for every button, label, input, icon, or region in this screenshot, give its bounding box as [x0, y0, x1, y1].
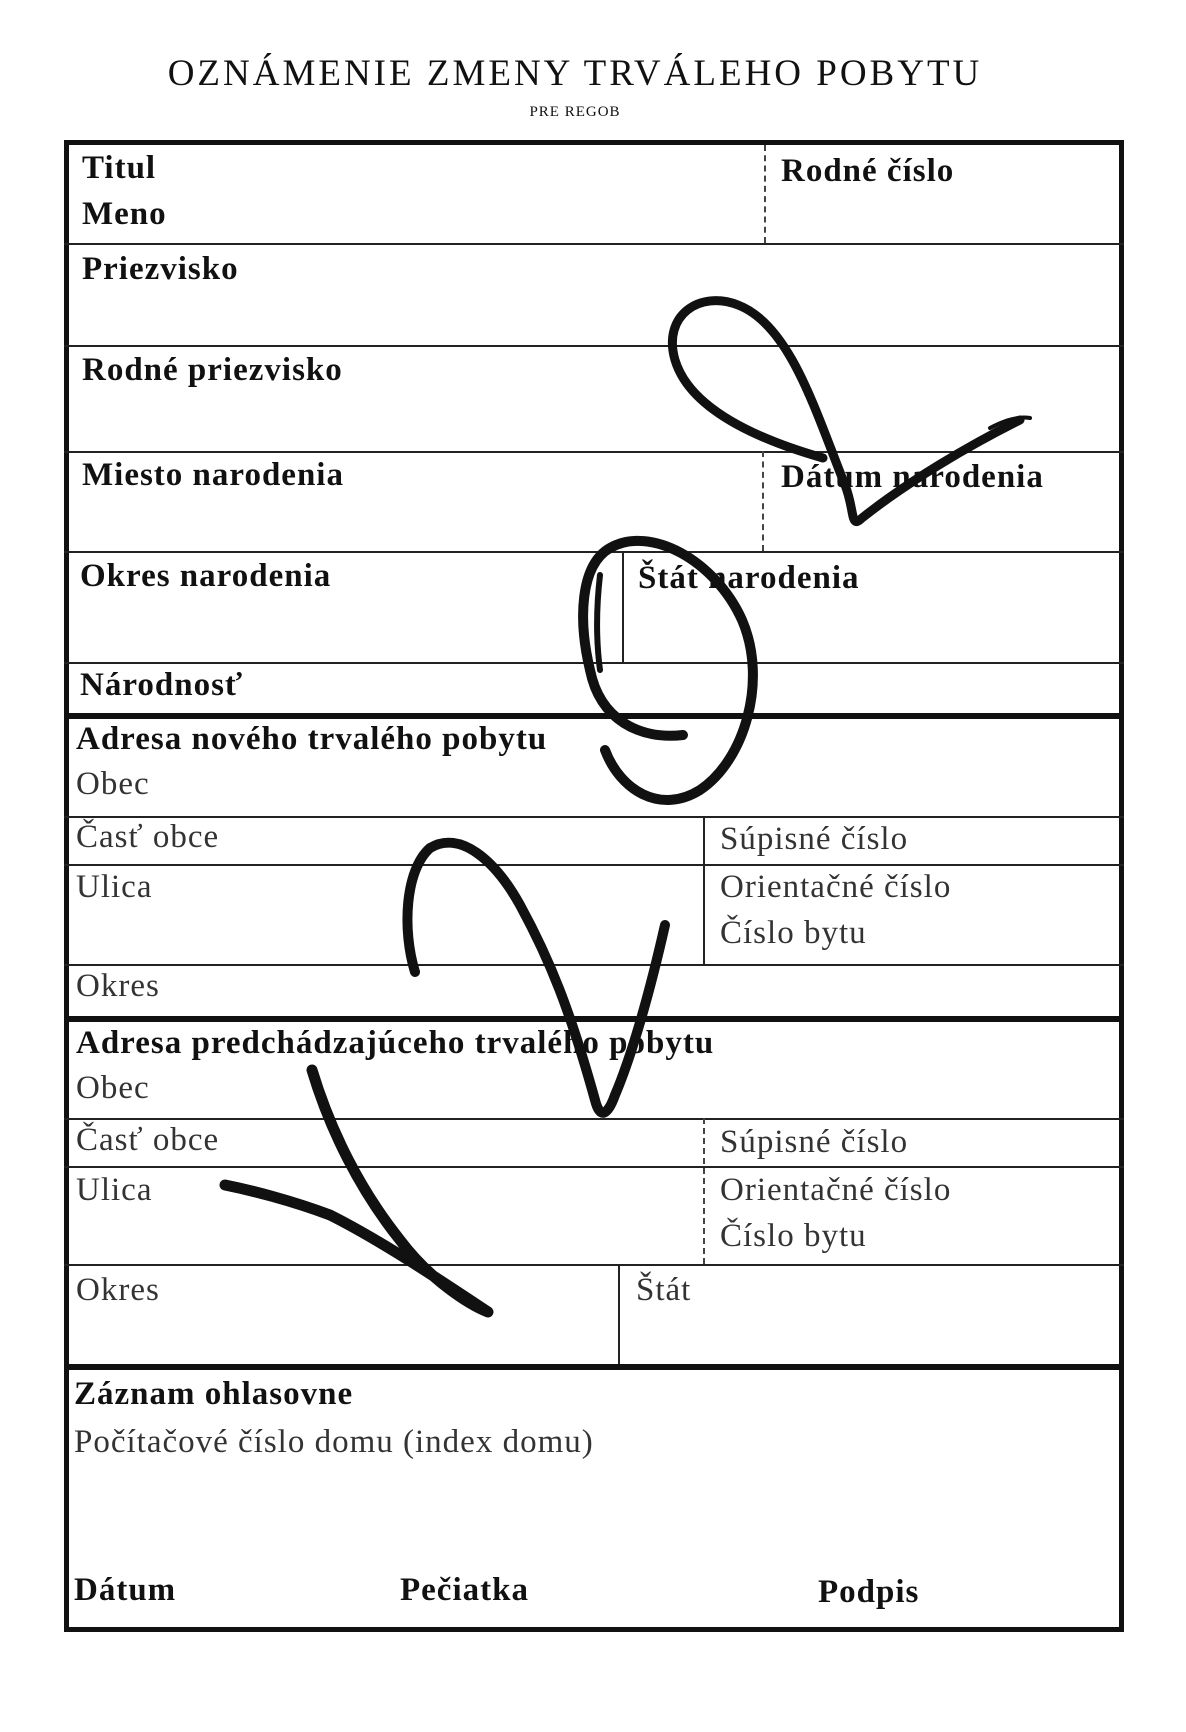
label-meno: Meno [82, 196, 167, 232]
rule-new-ulica [64, 964, 1124, 966]
label-okres-narodenia: Okres narodenia [80, 558, 332, 594]
divider-rodne-cislo [764, 145, 766, 243]
label-prev-supisne-cislo: Súpisné číslo [720, 1124, 909, 1160]
label-prev-orientacne-cislo: Orientačné číslo [720, 1172, 952, 1208]
label-new-cast-obce: Časť obce [76, 819, 220, 855]
rule-rodne-priezvisko [64, 451, 1124, 453]
rule-meno [64, 243, 1124, 245]
divider-prev-supisne [703, 1118, 705, 1264]
label-prev-cast-obce: Časť obce [76, 1122, 220, 1158]
label-prev-okres: Okres [76, 1272, 160, 1308]
divider-datum-narodenia [762, 451, 764, 551]
divider-prev-stat [618, 1264, 620, 1364]
label-new-okres: Okres [76, 968, 160, 1004]
label-priezvisko: Priezvisko [82, 251, 239, 287]
rule-prev-ulica [64, 1264, 1124, 1266]
rule-miesto [64, 551, 1124, 553]
heading-new-address: Adresa nového trvalého pobytu [76, 721, 548, 757]
rule-prev-cast [64, 1166, 1124, 1168]
label-narodnost: Národnosť [80, 667, 244, 703]
label-rodne-priezvisko: Rodné priezvisko [82, 352, 343, 388]
label-stat-narodenia: Štát narodenia [638, 560, 860, 596]
rule-narodnost [64, 713, 1124, 719]
label-rodne-cislo: Rodné číslo [781, 153, 955, 189]
label-new-supisne-cislo: Súpisné číslo [720, 821, 909, 857]
label-datum-narodenia: Dátum narodenia [781, 459, 1044, 495]
label-computer-house-number: Počítačové číslo domu (index domu) [74, 1424, 594, 1460]
rule-priezvisko [64, 345, 1124, 347]
label-peciatka: Pečiatka [400, 1572, 529, 1608]
label-prev-obec: Obec [76, 1070, 150, 1106]
divider-new-supisne [703, 816, 705, 964]
label-datum: Dátum [74, 1572, 177, 1608]
label-new-ulica: Ulica [76, 869, 153, 905]
label-prev-ulica: Ulica [76, 1172, 153, 1208]
rule-prev-okres [64, 1364, 1124, 1370]
divider-stat-narodenia [622, 551, 624, 662]
rule-new-cast [64, 864, 1124, 866]
label-podpis: Podpis [818, 1574, 920, 1610]
label-titul: Titul [82, 150, 157, 186]
label-new-obec: Obec [76, 766, 150, 802]
rule-okres-narodenia [64, 662, 1124, 664]
label-new-orientacne-cislo: Orientačné číslo [720, 869, 952, 905]
rule-new-okres [64, 1016, 1124, 1022]
label-miesto-narodenia: Miesto narodenia [82, 457, 344, 493]
rule-prev-obec [64, 1118, 1124, 1120]
label-prev-stat: Štát [636, 1272, 692, 1308]
form-title: OZNÁMENIE ZMENY TRVÁLEHO POBYTU [167, 53, 983, 94]
label-new-cislo-bytu: Číslo bytu [720, 915, 867, 951]
label-prev-cislo-bytu: Číslo bytu [720, 1218, 867, 1254]
heading-office-record: Záznam ohlasovne [74, 1376, 354, 1412]
rule-new-obec [64, 816, 1124, 818]
heading-previous-address: Adresa predchádzajúceho trvalého pobytu [76, 1025, 715, 1061]
form-subtitle: PRE REGOB [529, 104, 621, 120]
